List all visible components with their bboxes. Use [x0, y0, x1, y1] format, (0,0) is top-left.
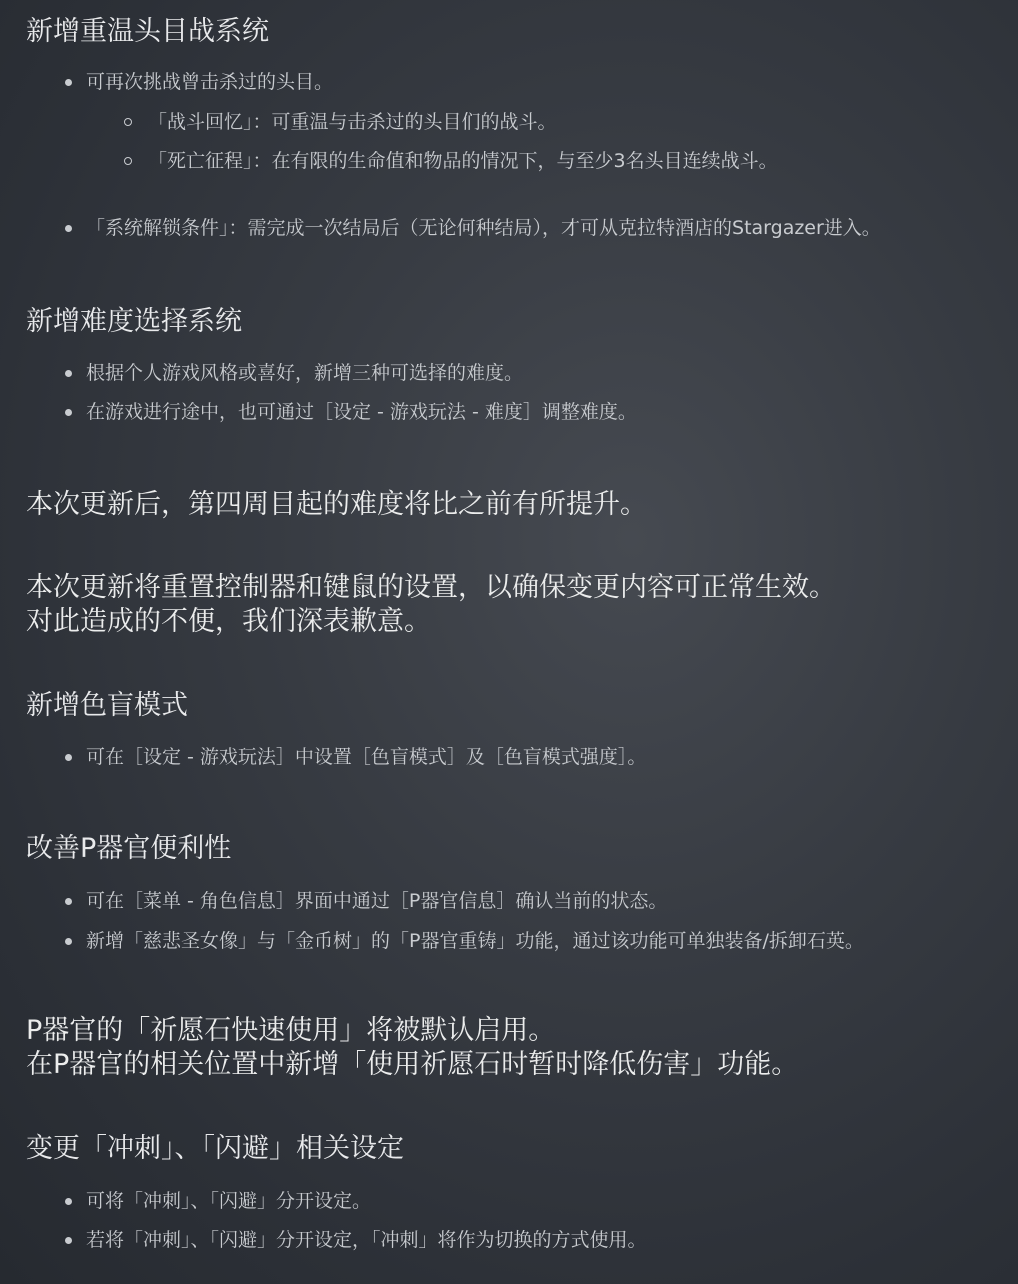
sub-list-item: 「战斗回忆」：可重温与击杀过的头目们的战斗。 [148, 111, 557, 133]
list-item: 若将「冲刺」、「闪避」分开设定，「冲刺」将作为切换的方式使用。 [86, 1229, 647, 1251]
list-item: 「系统解锁条件」：需完成一次结局后（无论何种结局），才可从克拉特酒店的Stargazer进入。 [86, 217, 881, 239]
notice-reset-line-1: 本次更新将重置控制器和键鼠的设置，以确保变更内容可正常生效。 [26, 572, 836, 603]
section-title-p-organ: 改善P器官便利性 [26, 833, 232, 864]
list-item: 在游戏进行途中，也可通过［设定 - 游戏玩法 - 难度］调整难度。 [86, 401, 637, 423]
section-title-difficulty: 新增难度选择系统 [26, 306, 242, 337]
list-item: 可在［设定 - 游戏玩法］中设置［色盲模式］及［色盲模式强度］。 [86, 746, 647, 768]
notice-difficulty-ng4: 本次更新后，第四周目起的难度将比之前有所提升。 [26, 489, 647, 520]
list-item: 可再次挑战曾击杀过的头目。 [86, 71, 334, 93]
notice-pulse-line-1: P器官的「祈愿石快速使用」将被默认启用。 [26, 1015, 556, 1046]
list-item: 新增「慈悲圣女像」与「金币树」的「P器官重铸」功能，通过该功能可单独装备/拆卸石英。 [86, 930, 864, 952]
notice-reset-line-2: 对此造成的不便，我们深表歉意。 [26, 606, 431, 637]
notice-pulse-line-2: 在P器官的相关位置中新增「使用祈愿石时暂时降低伤害」功能。 [26, 1049, 799, 1080]
sub-list-item: 「死亡征程」：在有限的生命值和物品的情况下，与至少3名头目连续战斗。 [148, 150, 778, 172]
list-item: 可在［菜单 - 角色信息］界面中通过［P器官信息］确认当前的状态。 [86, 890, 668, 912]
list-item: 根据个人游戏风格或喜好，新增三种可选择的难度。 [86, 362, 524, 384]
list-item: 可将「冲刺」、「闪避」分开设定。 [86, 1190, 372, 1212]
section-title-colorblind: 新增色盲模式 [26, 690, 188, 721]
section-title-boss-rematch: 新增重温头目战系统 [26, 16, 269, 47]
section-title-dash-dodge: 变更「冲刺」、「闪避」相关设定 [26, 1133, 404, 1164]
